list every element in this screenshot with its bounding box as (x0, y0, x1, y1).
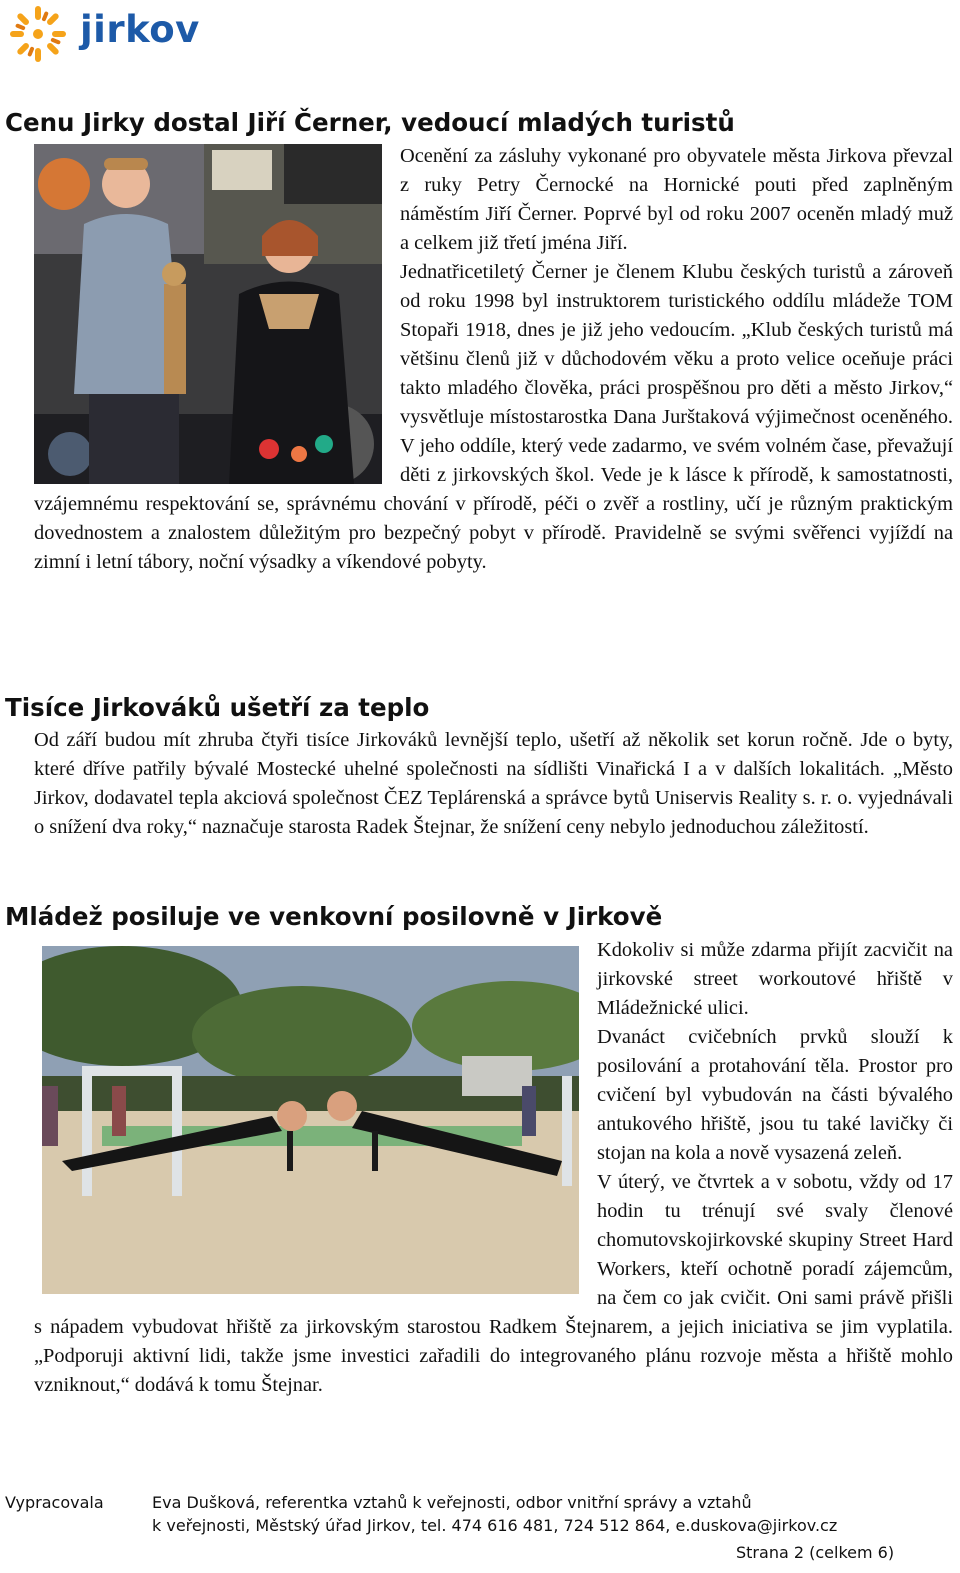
paragraph: Kdokoliv si může zdarma přijít zacvičit na jirkovské street workoutové hřiště v Mládežnické ulici. (597, 939, 953, 1019)
footer-label: Vypracovala (5, 1493, 104, 1512)
paragraph: Ocenění za zásluhy vykonané pro obyvatele města Jirkova převzal z ruky Petry Černocké na Hornické pouti před zaplněným náměstím Jiří Černer. Poprvé byl od roku 2007 oceněn mladý muž a celkem již třetí jména Jiří. (400, 145, 953, 254)
photo-outdoor-gym (42, 946, 579, 1294)
article-title: Cenu Jirky dostal Jiří Černer, vedoucí mladých turistů (5, 108, 735, 137)
article-outdoor-gym (34, 936, 953, 1400)
paragraph: Dvanáct cvičebních prvků slouží k posilování a protahování těla. Prostor pro cvičení byl vybudován na části bývalého antukového hřiště, jsou tu také lavičky či stojan na kola a nově vysazená zeleň. (597, 1026, 953, 1164)
article-award (34, 142, 953, 577)
page-number: Strana 2 (celkem 6) (736, 1543, 895, 1562)
paragraph: V úterý, ve čtvrtek a v sobotu, vždy od 17 hodin tu trénují své svaly členové chomutovskojirkovské skupiny Street Hard Workers, kteří ochotně poradí zájemcům, na čem co jak cvičit. Oni sami právě přišli s nápadem vybudovat hřiště za jirkovským starostou Radkem Štejnarem, a jejich iniciativa se jim vyplatila. „Podporuji aktivní lidi, takže jsme investici zařadili do integrovaného plánu rozvoje města a hřiště mohlo vzniknout,“ dodává k tomu Štejnar. (34, 1171, 953, 1396)
sun-icon (4, 2, 74, 66)
paragraph: Jednatřicetiletý Černer je členem Klubu českých turistů a zároveň od roku 1998 byl instruktorem turistického oddílu mládeže TOM Stopaři 1918, dnes je již jeho vedoucím. „Klub českých turistů má většinu členů již v důchodovém věku a proto velice oceňuje práci takto mladého člověka, práci prospěšnou pro děti a město Jirkov,“ vysvětluje místostarostka Dana Jurštaková výjimečnost oceněného. V jeho oddíle, který vede zadarmo, ve svém volném čase, převažují děti z jirkovských škol. Vede je k lásce k přírodě, k samostatnosti, vzájemnému respektování se, správnému chování v přírodě, péči o zvěř a rostliny, učí je různým praktickým dovednostem a znalostem důležitým pro bezpečný pobyt v přírodě. Pravidelně se svými svěřenci vyjíždí na zimní i letní tábory, noční výsadky a víkendové pobyty. (34, 261, 953, 573)
article-heating (34, 726, 953, 842)
footer-contact-line-1: Eva Dušková, referentka vztahů k veřejnosti, odbor vnitřní správy a vztahů (152, 1493, 752, 1512)
photo-award-ceremony (34, 144, 382, 484)
paragraph: Od září budou mít zhruba čtyři tisíce Jirkováků levnější teplo, ušetří až několik set korun ročně. Jde o byty, které dříve patřily bývalé Mostecké uhelné společnosti na sídlišti Vinařická I a v dalších lokalitách. „Město Jirkov, dodavatel tepla akciová společnost ČEZ Teplárenská a správce bytů Uniservis Reality s. r. o. vyjednávali o snížení dva roky,“ naznačuje starosta Radek Štejnar, že snížení ceny nebylo jednoduchou záležitostí. (34, 729, 953, 838)
article-title: Tisíce Jirkováků ušetří za teplo (5, 693, 430, 722)
jirkov-logo (4, 2, 204, 66)
footer-contact-line-2: k veřejnosti, Městský úřad Jirkov, tel. 474 616 481, 724 512 864, e.duskova@jirkov.cz (152, 1516, 838, 1535)
logo-wordmark: jirkov (80, 8, 200, 51)
article-title: Mládež posiluje ve venkovní posilovně v Jirkově (5, 902, 663, 931)
